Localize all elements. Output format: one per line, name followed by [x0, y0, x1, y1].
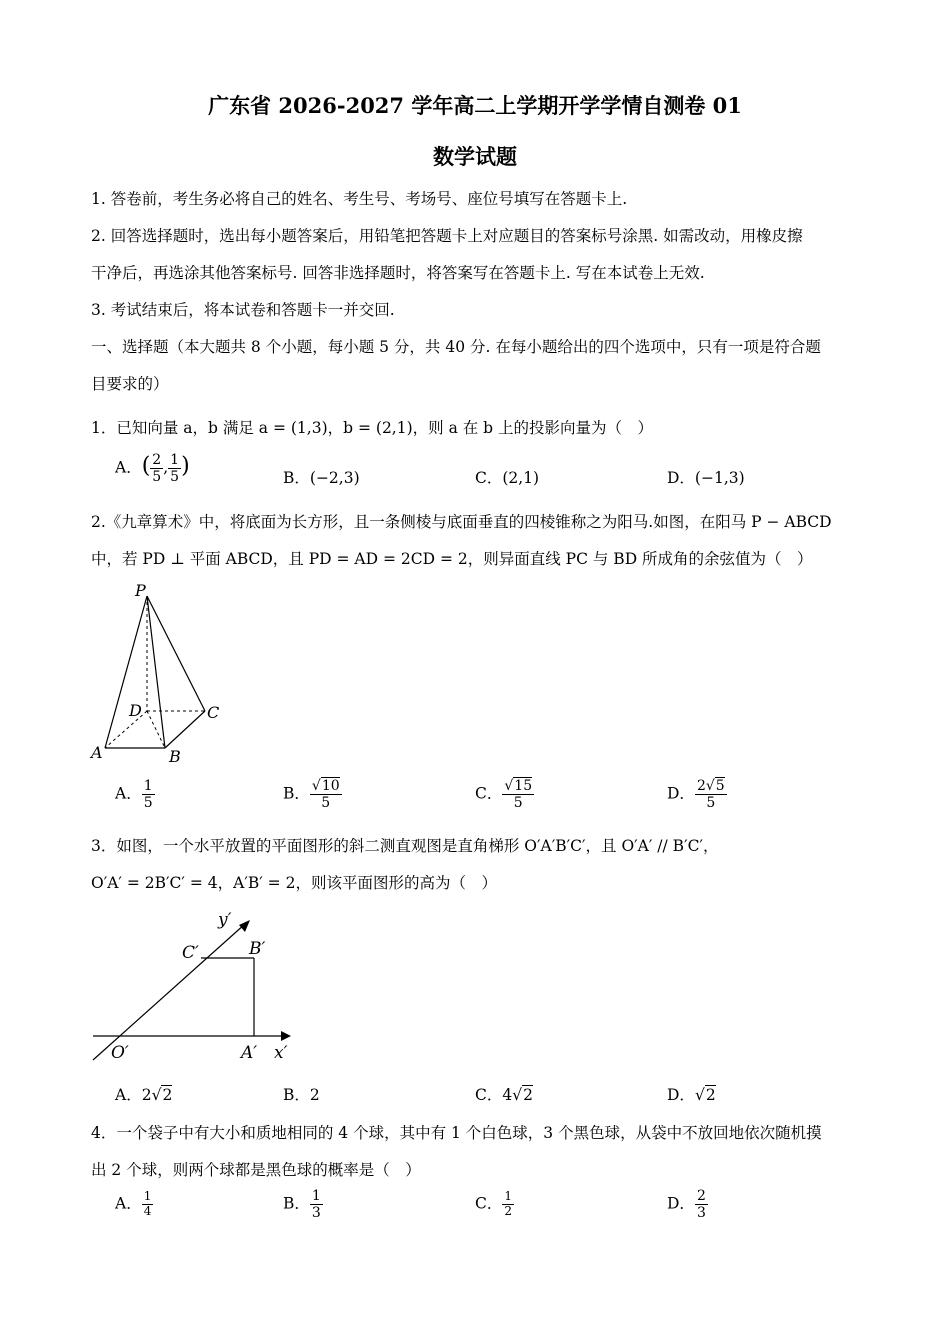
q1-option-c[interactable]: C．(2,1) [475, 469, 540, 487]
q3-option-c[interactable]: C．4√2 [475, 1086, 534, 1104]
q1-stem: 1．已知向量 a，b 满足 a = (1,3)，b = (2,1)，则 a 在 b 上的投影向量为（ ） [91, 419, 654, 437]
label-B: B [169, 747, 181, 766]
q4-c-num: 1 [504, 1189, 513, 1203]
q4-b-label: B． [283, 1194, 310, 1213]
q4-b-frac [310, 1188, 323, 1221]
label-x-axis: x′ [274, 1043, 288, 1063]
q2-a-label: A． [115, 784, 142, 803]
note-4: 3. 考试结束后，将本试卷和答题卡一并交回. [91, 301, 395, 319]
q2-a-frac [142, 778, 155, 811]
q1-option-b[interactable]: B．(−2,3) [283, 469, 360, 487]
q3-line1: 3．如图，一个水平放置的平面图形的斜二测直观图是直角梯形 O′A′B′C′，且 O′A′ // B′C′， [91, 837, 719, 855]
q1-option-d[interactable]: D．(−1,3) [667, 469, 745, 487]
q1-a-close: ) [181, 453, 190, 479]
q1-a-open: ( [141, 453, 151, 479]
label-P: P [135, 581, 146, 600]
q4-option-a[interactable] [115, 1190, 153, 1219]
q1-a-label: A． [115, 458, 142, 477]
q4-a-label: A． [115, 1194, 142, 1213]
q2-b-frac [310, 778, 342, 811]
q4-b-num: 1 [311, 1188, 321, 1204]
page-subtitle: 数学试题 [433, 144, 517, 169]
label-A: A [91, 743, 103, 762]
label-C-prime: C′ [182, 943, 199, 963]
q3-d-rad: 2 [705, 1086, 716, 1104]
q2-a-den: 5 [143, 795, 153, 812]
q4-option-d[interactable] [667, 1188, 708, 1221]
label-C: C [207, 703, 220, 722]
q2-c-den: 5 [513, 795, 523, 812]
q1-a-frac1 [150, 452, 163, 485]
q2-line1: 2.《九章算术》中，将底面为长方形，且一条侧棱与底面垂直的四棱锥称之为阳马.如图，在阳马 P − ABCD [91, 513, 832, 531]
q1-a-frac1-num: 2 [152, 452, 162, 468]
trapezoid-figure [85, 902, 305, 1067]
q2-d-coef: 2 [696, 778, 706, 794]
q1-option-a[interactable] [115, 452, 190, 485]
q3-option-b[interactable]: B．2 [283, 1086, 320, 1104]
q2-option-d[interactable] [667, 778, 727, 811]
q1-a-frac2 [168, 452, 181, 485]
q4-c-den: 2 [504, 1203, 513, 1218]
q4-option-c[interactable] [475, 1190, 514, 1219]
q3-a-label: A． [115, 1086, 142, 1104]
q4-a-num: 1 [143, 1189, 152, 1203]
label-B-prime: B′ [249, 939, 266, 959]
q2-option-c[interactable] [475, 778, 534, 811]
q4-line1: 4．一个袋子中有大小和质地相同的 4 个球，其中有 1 个白色球，3 个黑色球，从袋中不放回地依次随机摸 [91, 1124, 822, 1142]
q1-a-frac2-den: 5 [170, 469, 180, 486]
q2-b-label: B． [283, 784, 310, 803]
note-3: 干净后，再选涂其他答案标号. 回答非选择题时，将答案写在答题卡上. 写在本试卷上无效. [91, 264, 705, 282]
q2-d-den: 5 [706, 795, 716, 812]
q3-c-coef: 4 [502, 1086, 513, 1104]
section-heading-line2: 目要求的） [91, 375, 169, 393]
q2-b-num: √10 [311, 778, 340, 794]
q1-a-frac1-den: 5 [152, 469, 162, 486]
q2-c-num: √15 [504, 778, 533, 794]
q3-line2: O′A′ = 2B′C′ = 4，A′B′ = 2，则该平面图形的高为（ ） [91, 874, 497, 892]
q3-a-rad: 2 [162, 1086, 173, 1104]
q3-c-rad: 2 [523, 1086, 534, 1104]
q2-d-frac [695, 778, 727, 811]
section-heading-line1: 一、选择题（本大题共 8 个小题，每小题 5 分，共 40 分. 在每小题给出的四个选项中，只有一项是符合题 [91, 338, 821, 356]
q2-option-a[interactable] [115, 778, 155, 811]
q4-b-den: 3 [311, 1205, 321, 1222]
q2-b-den: 5 [321, 795, 331, 812]
q2-c-rad: 15 [514, 778, 533, 794]
q2-d-rad: 5 [715, 778, 725, 794]
q3-d-label: D． [667, 1086, 695, 1104]
q4-d-num: 2 [696, 1188, 706, 1204]
q1-a-sep: , [163, 458, 169, 477]
q3-option-d[interactable]: D．√2 [667, 1086, 716, 1104]
q2-d-label: D． [667, 784, 695, 803]
q3-c-label: C． [475, 1086, 503, 1104]
q4-d-den: 3 [696, 1205, 706, 1222]
q2-b-rad: 10 [321, 778, 340, 794]
q4-a-frac [142, 1190, 154, 1219]
q2-d-num: 2√5 [696, 778, 725, 794]
page-title: 广东省 2026-2027 学年高二上学期开学学情自测卷 01 [208, 93, 742, 118]
label-A-prime: A′ [241, 1043, 258, 1063]
q3-a-coef: 2 [141, 1086, 152, 1104]
pyramid-figure [85, 578, 235, 768]
q2-c-label: C． [475, 784, 503, 803]
q4-a-den: 4 [143, 1203, 152, 1218]
q4-d-frac [695, 1188, 708, 1221]
q2-a-num: 1 [143, 778, 153, 794]
q4-c-frac [502, 1190, 514, 1219]
q4-option-b[interactable] [283, 1188, 323, 1221]
label-y-axis: y′ [218, 910, 232, 930]
label-D: D [129, 701, 142, 720]
q2-line2: 中，若 PD ⊥ 平面 ABCD，且 PD = AD = 2CD = 2，则异面直线 PC 与 BD 所成角的余弦值为（ ） [91, 550, 813, 568]
q1-a-frac2-num: 1 [170, 452, 180, 468]
label-O-prime: O′ [111, 1043, 129, 1063]
q4-d-label: D． [667, 1194, 695, 1213]
q4-c-label: C． [475, 1194, 503, 1213]
q2-c-frac [502, 778, 534, 811]
q2-option-b[interactable] [283, 778, 342, 811]
note-1: 1. 答卷前，考生务必将自己的姓名、考生号、考场号、座位号填写在答题卡上. [91, 190, 628, 208]
q4-line2: 出 2 个球，则两个球都是黑色球的概率是（ ） [91, 1161, 421, 1179]
note-2: 2. 回答选择题时，选出每小题答案后，用铅笔把答题卡上对应题目的答案标号涂黑. 如需改动，用橡皮擦 [91, 227, 803, 245]
q3-option-a[interactable]: A．2√2 [115, 1086, 173, 1104]
